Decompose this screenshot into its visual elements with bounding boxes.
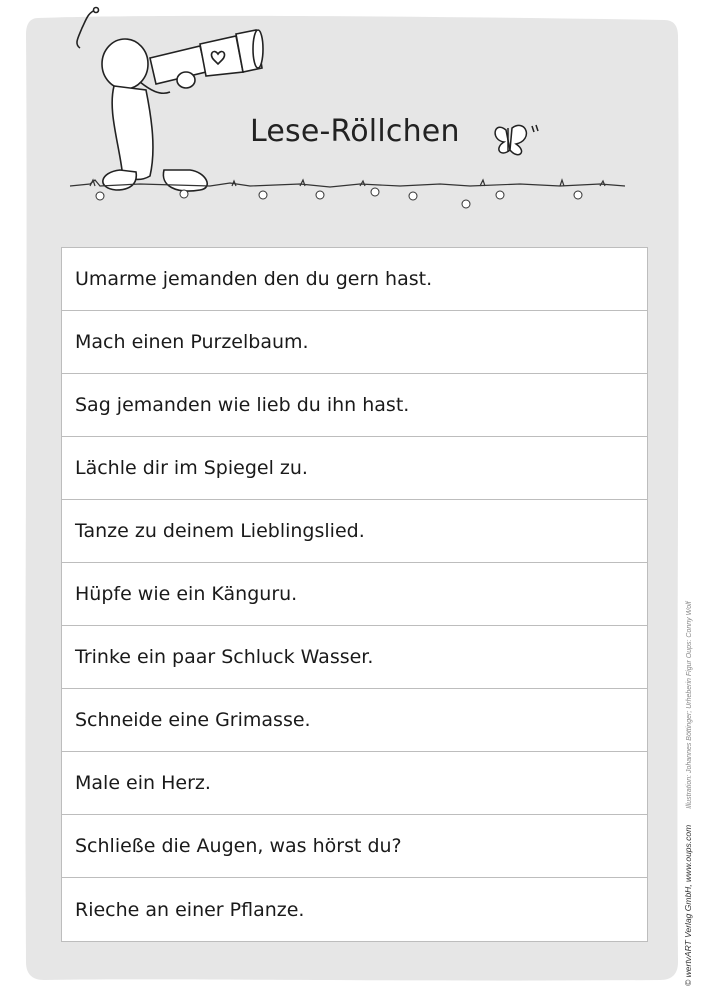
page-title: Lese-Röllchen — [250, 114, 460, 149]
reading-card: Mach einen Purzelbaum. — [62, 311, 647, 374]
reading-card: Hüpfe wie ein Känguru. — [62, 563, 647, 626]
reading-card: Sag jemanden wie lieb du ihn hast. — [62, 374, 647, 437]
reading-card: Rieche an einer Pflanze. — [75, 898, 305, 921]
copyright-credit — [683, 601, 693, 986]
reading-card: Male ein Herz. — [62, 752, 647, 815]
reading-card-list — [61, 247, 648, 942]
oups-character-icon — [77, 8, 263, 192]
reading-card: Schneide eine Grimasse. — [62, 689, 647, 752]
grass-ground — [70, 180, 625, 187]
reading-card: Lächle dir im Spiegel zu. — [62, 437, 647, 500]
butterfly-icon — [495, 125, 538, 155]
illustration-credit: Illustration: Johannes Böttinger; Urheberin Figur Oups: Conny Wolf — [686, 601, 693, 809]
reading-card: Tanze zu deinem Lieblingslied. — [62, 500, 647, 563]
publisher-credit: © wertvART Verlag GmbH, www.oups.com — [683, 824, 693, 986]
reading-card: Schließe die Augen, was hörst du? — [62, 815, 647, 878]
reading-card: Trinke ein paar Schluck Wasser. — [62, 626, 647, 689]
flowers-icon — [96, 188, 582, 208]
reading-card: Umarme jemanden den du gern hast. — [62, 248, 647, 311]
